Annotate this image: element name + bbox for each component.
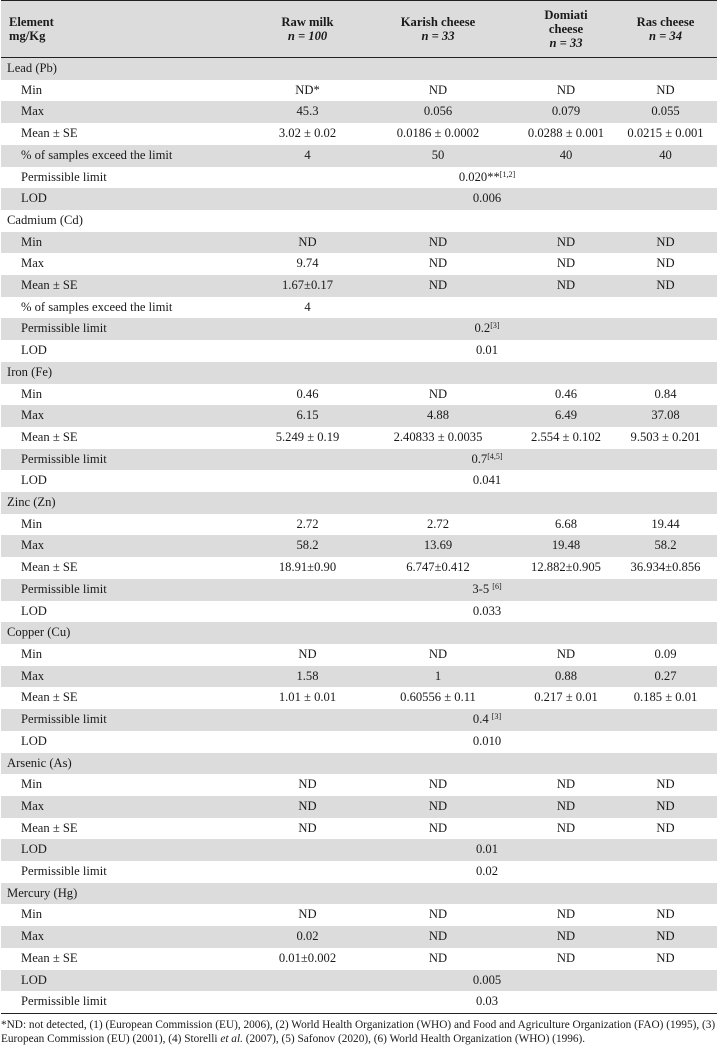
table-cell <box>614 297 717 319</box>
merged-cell <box>257 970 717 992</box>
table-cell: ND <box>614 904 717 926</box>
section-header-row <box>1 362 717 384</box>
table-row <box>1 861 717 883</box>
header-karish-cheese <box>358 1 518 58</box>
row-label: Mean ± SE <box>1 427 257 449</box>
table-row <box>1 774 717 796</box>
row-label: Min <box>1 384 257 406</box>
header-col-name: Raw milk <box>281 15 334 29</box>
table-row <box>1 232 717 254</box>
section-header-row <box>1 883 717 905</box>
header-col-name: Ras cheese <box>636 15 695 29</box>
section-header-row <box>1 753 717 775</box>
table-row <box>1 948 717 970</box>
merged-cell <box>257 579 717 601</box>
table-cell: 0.60556 ± 0.11 <box>358 687 518 709</box>
empty-cell <box>518 210 614 232</box>
data-table <box>1 0 717 1014</box>
table-cell: 0.0186 ± 0.0002 <box>358 123 518 145</box>
row-label: Permissible limit <box>1 861 257 883</box>
table-cell: ND <box>614 275 717 297</box>
table-cell: ND <box>518 275 614 297</box>
section-header-row <box>1 492 717 514</box>
merged-value: 0.010 <box>472 733 502 748</box>
table-cell: 2.40833 ± 0.0035 <box>358 427 518 449</box>
table-row <box>1 275 717 297</box>
table-cell: ND <box>358 818 518 840</box>
table-cell: ND <box>518 904 614 926</box>
merged-value: 0.4 <box>472 712 492 727</box>
empty-cell <box>518 492 614 514</box>
header-col-name: Domiati cheese <box>544 8 588 36</box>
merged-cell <box>257 318 717 340</box>
merged-value: 0.041 <box>472 473 502 488</box>
row-label: Min <box>1 514 257 536</box>
row-label: Max <box>1 535 257 557</box>
table-cell: ND <box>358 275 518 297</box>
merged-value: 0.01 <box>475 842 499 857</box>
table-cell: 6.49 <box>518 405 614 427</box>
empty-cell <box>257 883 358 905</box>
table-row <box>1 427 717 449</box>
table-cell: 36.934±0.856 <box>614 557 717 579</box>
table-cell: 1.01 ± 0.01 <box>257 687 358 709</box>
table-cell: ND <box>614 818 717 840</box>
row-label: Max <box>1 405 257 427</box>
table-row <box>1 449 717 471</box>
table-row <box>1 970 717 992</box>
merged-cell <box>257 340 717 362</box>
merged-value: 0.02 <box>475 864 499 879</box>
table-row <box>1 731 717 753</box>
merged-cell <box>257 449 717 471</box>
table-cell: 40 <box>614 145 717 167</box>
footnote-text: *ND: not detected, (1) (European Commission (EU), 2006), (2) World Health Organization (WHO) and Food and Agriculture Organization (FAO) (1995), (3) European Commission (EU) (2001), (4) Storelli <box>1 1018 716 1045</box>
table-cell: ND <box>257 644 358 666</box>
table-cell: 4 <box>257 145 358 167</box>
table-row <box>1 384 717 406</box>
table-row <box>1 839 717 861</box>
table-cell: 0.88 <box>518 666 614 688</box>
row-label: Mean ± SE <box>1 687 257 709</box>
table-cell: ND <box>518 644 614 666</box>
table-cell: ND <box>358 796 518 818</box>
merged-cell <box>257 709 717 731</box>
empty-cell <box>518 622 614 644</box>
table-cell: 2.554 ± 0.102 <box>518 427 614 449</box>
row-label: LOD <box>1 470 257 492</box>
row-label: Mean ± SE <box>1 557 257 579</box>
header-col-n: n = 33 <box>421 29 455 43</box>
empty-cell <box>358 210 518 232</box>
header-element-label: Element <box>9 15 54 29</box>
row-label: LOD <box>1 839 257 861</box>
merged-value: 0.005 <box>472 972 502 987</box>
row-label: Min <box>1 644 257 666</box>
table-cell: 40 <box>518 145 614 167</box>
table-cell: 4 <box>257 297 358 319</box>
row-label: Min <box>1 80 257 102</box>
row-label: Permissible limit <box>1 579 257 601</box>
table-row <box>1 709 717 731</box>
table-cell: 58.2 <box>257 535 358 557</box>
reference-marker: [3] <box>490 321 500 331</box>
row-label: Mean ± SE <box>1 818 257 840</box>
table-cell: 0.185 ± 0.01 <box>614 687 717 709</box>
table-cell: ND <box>358 80 518 102</box>
section-header-row <box>1 210 717 232</box>
header-col-n: n = 100 <box>287 29 328 43</box>
table-cell: 18.91±0.90 <box>257 557 358 579</box>
empty-cell <box>358 753 518 775</box>
table-cell: 19.48 <box>518 535 614 557</box>
header-raw-milk <box>257 1 358 58</box>
table-cell: 0.02 <box>257 926 358 948</box>
table-cell: ND <box>614 774 717 796</box>
empty-cell <box>518 753 614 775</box>
empty-cell <box>518 58 614 80</box>
table-cell: ND <box>257 818 358 840</box>
table-cell: 0.46 <box>257 384 358 406</box>
row-label: LOD <box>1 731 257 753</box>
table-header-row <box>1 1 717 58</box>
merged-value: 0.7 <box>471 451 488 466</box>
table-cell: 2.72 <box>358 514 518 536</box>
section-title: Cadmium (Cd) <box>1 210 257 232</box>
row-label: Permissible limit <box>1 167 257 189</box>
merged-cell <box>257 861 717 883</box>
table-cell: 0.46 <box>518 384 614 406</box>
empty-cell <box>257 210 358 232</box>
table-cell: 0.0215 ± 0.001 <box>614 123 717 145</box>
row-label: LOD <box>1 340 257 362</box>
table-body <box>1 58 717 1014</box>
merged-cell <box>257 167 717 189</box>
header-domiati-cheese <box>518 1 614 58</box>
table-row <box>1 253 717 275</box>
table-cell: ND <box>614 232 717 254</box>
table-cell <box>358 297 518 319</box>
table-row <box>1 666 717 688</box>
empty-cell <box>518 883 614 905</box>
table-cell: 9.503 ± 0.201 <box>614 427 717 449</box>
table-cell: ND <box>257 904 358 926</box>
table-cell: 3.02 ± 0.02 <box>257 123 358 145</box>
empty-cell <box>614 492 717 514</box>
table-cell: ND <box>614 253 717 275</box>
table-cell: 1 <box>358 666 518 688</box>
row-label: LOD <box>1 188 257 210</box>
merged-value: 3-5 <box>472 581 493 596</box>
table-row <box>1 818 717 840</box>
table-cell: ND <box>518 253 614 275</box>
table-cell: 9.74 <box>257 253 358 275</box>
table-cell: 2.72 <box>257 514 358 536</box>
row-label: Permissible limit <box>1 449 257 471</box>
table-cell: ND <box>358 774 518 796</box>
row-label: Max <box>1 253 257 275</box>
row-label: Max <box>1 796 257 818</box>
table-cell: 0.056 <box>358 101 518 123</box>
table-cell: ND <box>614 796 717 818</box>
merged-cell <box>257 991 717 1013</box>
table-row <box>1 318 717 340</box>
empty-cell <box>257 753 358 775</box>
merged-value: 0.01 <box>475 343 499 358</box>
header-col-name: Karish cheese <box>400 15 476 29</box>
table-row <box>1 145 717 167</box>
section-header-row <box>1 58 717 80</box>
empty-cell <box>614 210 717 232</box>
table-cell: 4.88 <box>358 405 518 427</box>
merged-cell <box>257 470 717 492</box>
section-title: Copper (Cu) <box>1 622 257 644</box>
table-row <box>1 340 717 362</box>
row-label: Permissible limit <box>1 709 257 731</box>
section-title: Mercury (Hg) <box>1 883 257 905</box>
empty-cell <box>358 883 518 905</box>
table-cell: ND <box>614 926 717 948</box>
table-cell: 0.055 <box>614 101 717 123</box>
empty-cell <box>257 58 358 80</box>
table-row <box>1 167 717 189</box>
table-row <box>1 123 717 145</box>
merged-value: 0.2 <box>474 321 491 336</box>
row-label: LOD <box>1 601 257 623</box>
row-label: Max <box>1 926 257 948</box>
row-label: Max <box>1 666 257 688</box>
table-row <box>1 405 717 427</box>
table-cell: ND <box>614 80 717 102</box>
empty-cell <box>518 362 614 384</box>
row-label: % of samples exceed the limit <box>1 145 257 167</box>
header-unit: mg/Kg <box>9 29 46 43</box>
row-label: Mean ± SE <box>1 275 257 297</box>
empty-cell <box>257 492 358 514</box>
table-cell: ND* <box>257 80 358 102</box>
table-cell: ND <box>257 796 358 818</box>
footnote-text-end: (2007), (5) Safonov (2020), (6) World Health Organization (WHO) (1996). <box>242 1032 586 1045</box>
table-cell: 0.09 <box>614 644 717 666</box>
table-cell: 45.3 <box>257 101 358 123</box>
table-row <box>1 535 717 557</box>
section-title: Lead (Pb) <box>1 58 257 80</box>
table-cell: 0.27 <box>614 666 717 688</box>
table-cell: ND <box>518 774 614 796</box>
table-cell: 1.67±0.17 <box>257 275 358 297</box>
merged-cell <box>257 839 717 861</box>
empty-cell <box>358 492 518 514</box>
row-label: Mean ± SE <box>1 948 257 970</box>
table-footnote <box>0 1014 718 1046</box>
table-row <box>1 644 717 666</box>
table-cell: 0.84 <box>614 384 717 406</box>
reference-marker: [4,5] <box>487 451 503 461</box>
table-cell: ND <box>358 384 518 406</box>
table-row <box>1 80 717 102</box>
table-row <box>1 904 717 926</box>
table-cell: 0.01±0.002 <box>257 948 358 970</box>
table-row <box>1 991 717 1013</box>
table-cell: ND <box>518 926 614 948</box>
empty-cell <box>614 753 717 775</box>
table-cell: ND <box>358 948 518 970</box>
table-row <box>1 687 717 709</box>
table-cell: ND <box>358 232 518 254</box>
table-cell: 37.08 <box>614 405 717 427</box>
row-label: Min <box>1 904 257 926</box>
row-label: LOD <box>1 970 257 992</box>
table-row <box>1 188 717 210</box>
empty-cell <box>358 58 518 80</box>
table-cell: ND <box>518 818 614 840</box>
section-title: Arsenic (As) <box>1 753 257 775</box>
row-label: Min <box>1 232 257 254</box>
table-cell <box>518 297 614 319</box>
table-cell: ND <box>257 774 358 796</box>
header-ras-cheese <box>614 1 717 58</box>
empty-cell <box>358 362 518 384</box>
row-label: Max <box>1 101 257 123</box>
table-row <box>1 926 717 948</box>
table-cell: 6.747±0.412 <box>358 557 518 579</box>
table-row <box>1 297 717 319</box>
table-cell: ND <box>518 232 614 254</box>
footnote-etal: et al. <box>220 1032 243 1045</box>
table-cell: 6.68 <box>518 514 614 536</box>
table-cell: 0.217 ± 0.01 <box>518 687 614 709</box>
reference-marker: [6] <box>492 581 502 591</box>
table-cell: ND <box>614 948 717 970</box>
empty-cell <box>614 362 717 384</box>
merged-value: 0.033 <box>472 603 502 618</box>
table-cell: ND <box>257 232 358 254</box>
table-cell: 5.249 ± 0.19 <box>257 427 358 449</box>
empty-cell <box>358 622 518 644</box>
table-cell: ND <box>358 904 518 926</box>
merged-value: 0.020** <box>458 169 500 184</box>
row-label: Mean ± SE <box>1 123 257 145</box>
empty-cell <box>257 362 358 384</box>
header-element <box>1 1 257 58</box>
table-row <box>1 101 717 123</box>
table-cell: 13.69 <box>358 535 518 557</box>
table-cell: ND <box>358 253 518 275</box>
table-cell: ND <box>518 948 614 970</box>
table-cell: ND <box>518 80 614 102</box>
table-row <box>1 601 717 623</box>
reference-marker: [1,2] <box>499 169 516 179</box>
table-cell: 50 <box>358 145 518 167</box>
empty-cell <box>257 622 358 644</box>
merged-value: 0.006 <box>472 191 502 206</box>
table-row <box>1 796 717 818</box>
table-cell: 0.079 <box>518 101 614 123</box>
table-row <box>1 579 717 601</box>
table-cell: 12.882±0.905 <box>518 557 614 579</box>
section-header-row <box>1 622 717 644</box>
merged-cell <box>257 731 717 753</box>
section-title: Iron (Fe) <box>1 362 257 384</box>
row-label: Min <box>1 774 257 796</box>
header-col-n: n = 34 <box>648 29 683 43</box>
table-cell: ND <box>358 926 518 948</box>
merged-cell <box>257 188 717 210</box>
table-row <box>1 514 717 536</box>
empty-cell <box>614 58 717 80</box>
table-cell: ND <box>358 644 518 666</box>
empty-cell <box>614 883 717 905</box>
table-cell: 58.2 <box>614 535 717 557</box>
merged-value: 0.03 <box>475 994 499 1009</box>
table-cell: 1.58 <box>257 666 358 688</box>
section-title: Zinc (Zn) <box>1 492 257 514</box>
table-cell: 19.44 <box>614 514 717 536</box>
table-row <box>1 470 717 492</box>
merged-cell <box>257 601 717 623</box>
empty-cell <box>614 622 717 644</box>
table-cell: 6.15 <box>257 405 358 427</box>
table-row <box>1 557 717 579</box>
row-label: % of samples exceed the limit <box>1 297 257 319</box>
table-cell: ND <box>518 796 614 818</box>
table-cell: 0.0288 ± 0.001 <box>518 123 614 145</box>
row-label: Permissible limit <box>1 991 257 1013</box>
reference-marker: [3] <box>491 712 502 722</box>
row-label: Permissible limit <box>1 318 257 340</box>
header-col-n: n = 33 <box>549 36 583 50</box>
